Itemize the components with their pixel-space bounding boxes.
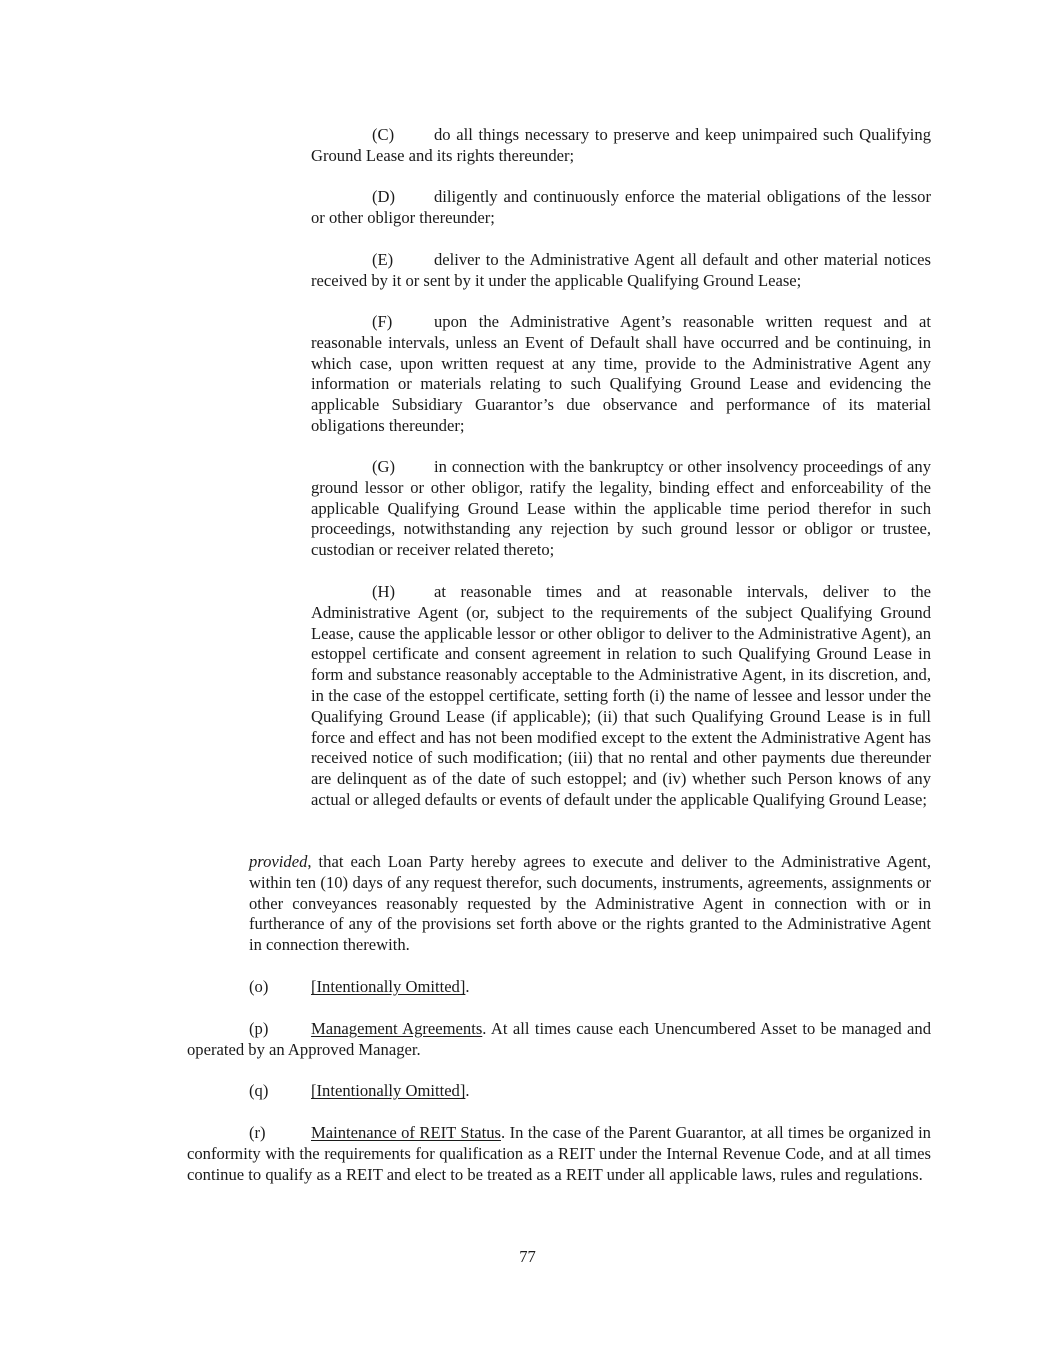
subclause-label: (E) [372,250,394,269]
section-label: (q) [249,1081,269,1100]
section-text: . [465,1081,470,1100]
section-heading: Management Agreements [311,1019,483,1038]
section-text: . At all times cause each Unencumbered Asset to be managed and operated by an Approved Manager. [187,1019,931,1059]
subclause-label: (F) [372,312,393,331]
subclause-label: (H) [372,582,396,601]
section-q [249,1081,931,1102]
section-text: . In the case of the Parent Guarantor, at all times be organized in conformity with the requirements for qualification as a REIT under the Internal Revenue Code, and at all times continue to qualify as a REIT and elect to be treated as a REIT under all applicable laws, rules and regulations. [187,1123,931,1184]
section-label: (o) [249,977,269,996]
subclause-label: (G) [372,457,396,476]
proviso-lead: provided [249,852,308,871]
subclause-label: (C) [372,125,395,144]
section-r [187,1123,931,1185]
section-heading: [Intentionally Omitted] [311,977,466,996]
subclause-e [311,250,931,292]
section-label: (p) [249,1019,269,1038]
page-number: 77 [519,1247,536,1266]
subclause-h [311,582,931,811]
subclause-text: do all things necessary to preserve and keep unimpaired such Qualifying Ground Lease and its rights thereunder; [311,125,931,165]
subclause-g [311,457,931,561]
section-heading: [Intentionally Omitted] [311,1081,466,1100]
subclause-c [311,125,931,167]
subclause-text: upon the Administrative Agent’s reasonable written request and at reasonable intervals, unless an Event of Default shall have occurred and be continuing, in which case, upon written request at any time, provide to the Administrative Agent any information or materials relating to such Qualifying Ground Lease and evidencing the applicable Subsidiary Guarantor’s due observance and performance of its material obligations thereunder; [311,312,931,435]
subclause-text: at reasonable times and at reasonable intervals, deliver to the Administrative Agent (or, subject to the requirements of the subject Qualifying Ground Lease, cause the applicable lessor or other obligor to deliver to the Administrative Agent), an estoppel certificate and consent agreement in relation to such Qualifying Ground Lease in form and substance reasonably acceptable to the Administrative Agent, in its discretion, and, in the case of the estoppel certificate, setting forth (i) the name of lessee and lessor under the Qualifying Ground Lease (if applicable); (ii) that such Qualifying Ground Lease is in full force and effect and has not been modified except to the extent the Administrative Agent has received notice of such modification; (iii) that no rental and other payments due thereunder are delinquent as of the date of such estoppel; and (iv) whether such Person knows of any actual or alleged defaults or events of default under the applicable Qualifying Ground Lease; [311,582,931,809]
section-heading: Maintenance of REIT Status [311,1123,501,1142]
subclause-text: in connection with the bankruptcy or other insolvency proceedings of any ground lessor or other obligor, ratify the legality, binding effect and enforceability of the applicable Qualifying Ground Lease within the applicable time period therefor in such proceedings, notwithstanding any rejection by such ground lessor or obligor or trustee, custodian or receiver related thereto; [311,457,931,560]
section-p [187,1019,931,1061]
section-text: . [465,977,470,996]
subclause-text: diligently and continuously enforce the material obligations of the lessor or other obligor thereunder; [311,187,931,227]
section-o [249,977,931,998]
section-label: (r) [249,1123,266,1142]
subclause-d [311,187,931,229]
subclause-text: deliver to the Administrative Agent all default and other material notices received by it or sent by it under the applicable Qualifying Ground Lease; [311,250,931,290]
subclause-label: (D) [372,187,396,206]
subclause-f [311,312,931,437]
proviso-text: , that each Loan Party hereby agrees to execute and deliver to the Administrative Agent, within ten (10) days of any request therefor, such documents, instruments, agreements, assignments or other conveyances reasonably requested by the Administrative Agent in connection with or in furtherance of any of the provisions set forth above or the rights granted to the Administrative Agent in connection therewith. [249,852,931,955]
proviso-paragraph [249,852,931,956]
